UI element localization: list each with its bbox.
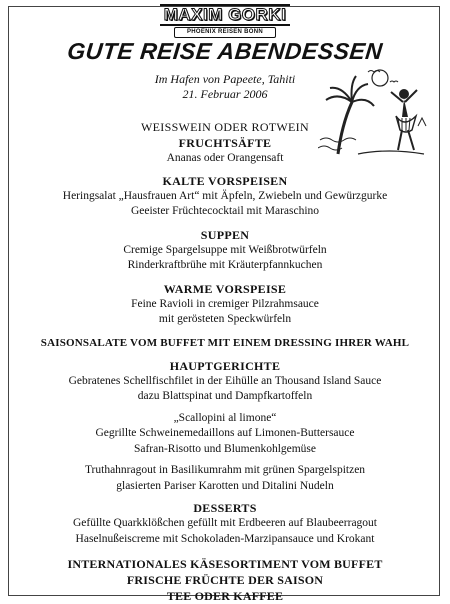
warm-starter-heading: WARME VORSPEISE [163,281,287,296]
menu-item: mit gerösteten Speckwürfeln [158,313,292,325]
juice-heading: FRUCHTSÄFTE [178,136,272,150]
logo-subtitle: PHOENIX REISEN BONN [174,27,276,38]
maxim-gorki-logo [150,4,300,38]
date-line: 21. Februar 2006 [182,87,268,101]
menu-item: glasierten Pariser Karotten und Ditalini Nudeln [116,479,334,492]
menu-item: „Scallopini al limone“ [173,411,277,424]
menu-item: dazu Blattspinat und Dampfkartoffeln [137,390,313,402]
menu-item: Gebratenes Schellfischfilet in der Eihülle an Thousand Island Sauce [68,374,382,387]
closing-line: TEE ODER KAFFEE [166,589,284,603]
location-line: Im Hafen von Papeete, Tahiti [154,72,296,86]
menu-item: Gefüllte Quarkklößchen gefüllt mit Erdbeeren auf Blaubeerragout [73,517,377,529]
cold-starters-heading: KALTE VORSPEISEN [162,173,288,188]
menu-item: Safran-Risotto und Blumenkohlgemüse [133,442,317,455]
soups-heading: SUPPEN [200,227,250,242]
salads-line: SAISONSALATE VOM BUFFET MIT EINEM DRESSING IHRER WAHL [40,336,410,349]
closing-line: FRISCHE FRÜCHTE DER SAISON [126,573,324,587]
juice-line: Ananas oder Orangensaft [166,152,284,164]
menu-item: Rinderkraftbrühe mit Kräuterpfannkuchen [127,259,323,271]
menu-item: Heringsalat „Hausfrauen Art“ mit Äpfeln, Zwiebeln und Gewürzgurke [62,189,388,202]
menu-title: GUTE REISE ABENDESSEN [66,38,384,64]
menu-item: Feine Ravioli in cremiger Pilzrahmsauce [131,297,319,310]
desserts-heading: DESSERTS [193,501,257,515]
wine-line: WEISSWEIN ODER ROTWEIN [141,120,309,134]
menu-item: Haselnußeiscreme mit Schokoladen-Marzipansauce und Krokant [75,532,375,545]
mains-heading: HAUPTGERICHTE [169,358,281,373]
menu-item: Geeister Früchtecocktail mit Maraschino [130,205,320,217]
logo-name: MAXIM GORKI [160,4,291,26]
menu-body [10,120,440,604]
menu-item: Truthahnragout in Basilikumrahm mit grünen Spargelspitzen [84,464,366,476]
closing-line: INTERNATIONALES KÄSESORTIMENT VOM BUFFET [67,557,383,571]
menu-item: Cremige Spargelsuppe mit Weißbrotwürfeln [123,243,327,256]
menu-item: Gegrillte Schweinemedaillons auf Limonen-Buttersauce [95,427,355,439]
